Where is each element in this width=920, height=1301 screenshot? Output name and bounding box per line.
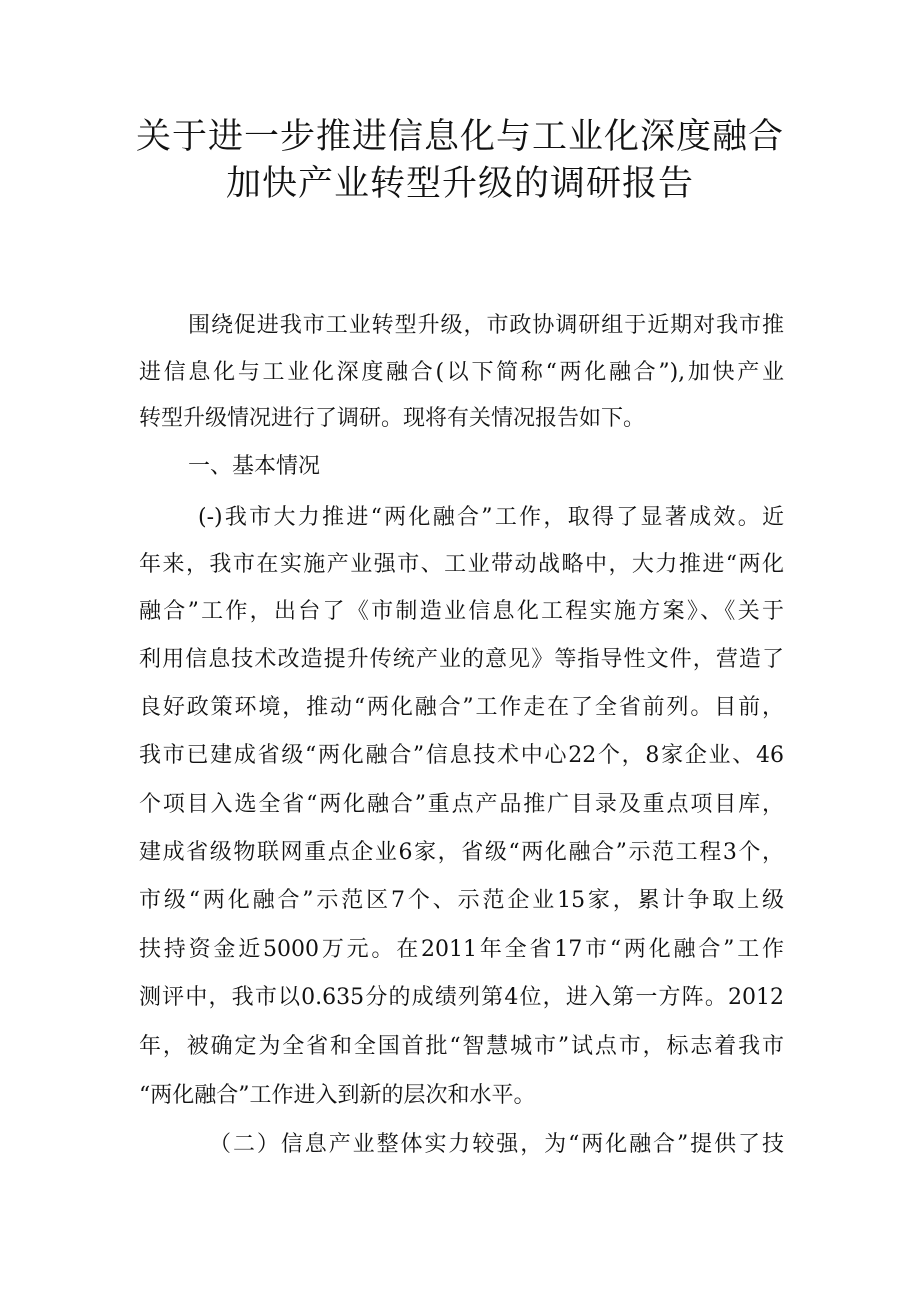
paragraph-2-line-10: 扶持资金近5000万元。在2011年全省17市“两化融合”工作 <box>139 937 784 962</box>
paragraph-2-line-3: 融合”工作，出台了《市制造业信息化工程实施方案》、《关于 <box>139 599 784 624</box>
document-title-line-1: 关于进一步推进信息化与工业化深度融合 <box>135 117 784 157</box>
paragraph-2-line-7: 个项目入选全省“两化融合”重点产品推广目录及重点项目库， <box>139 792 784 817</box>
paragraph-1-line-1: 围绕促进我市工业转型升级，市政协调研组于近期对我市推 <box>188 313 784 338</box>
paragraph-2-line-5: 良好政策环境，推动“两化融合”工作走在了全省前列。目前， <box>139 695 784 720</box>
paragraph-1-line-2: 进信息化与工业化深度融合(以下简称“两化融合”),加快产业 <box>139 360 784 385</box>
paragraph-2-line-12: 年，被确定为全省和全国首批“智慧城市”试点市，标志着我市 <box>139 1034 784 1059</box>
section-heading-basic-situation: 一、基本情况 <box>188 454 321 479</box>
paragraph-2-line-9: 市级“两化融合”示范区7个、示范企业15家，累计争取上级 <box>139 888 784 913</box>
paragraph-2-line-11: 测评中，我市以0.635分的成绩列第4位，进入第一方阵。2012 <box>139 985 784 1010</box>
paragraph-2-line-13: “两化融合”工作进入到新的层次和水平。 <box>139 1083 536 1108</box>
paragraph-3-line-1: （二）信息产业整体实力较强，为“两化融合”提供了技 <box>209 1132 784 1157</box>
paragraph-1-line-3: 转型升级情况进行了调研。现将有关情况报告如下。 <box>139 406 646 431</box>
paragraph-2-line-8: 建成省级物联网重点企业6家，省级“两化融合”示范工程3个， <box>139 840 784 865</box>
paragraph-2-line-1: (-)我市大力推进“两化融合”工作，取得了显著成效。近 <box>198 505 784 530</box>
document-title-line-2: 加快产业转型升级的调研报告 <box>225 164 694 204</box>
paragraph-2-line-4: 利用信息技术改造提升传统产业的意见》等指导性文件，营造了 <box>139 647 784 672</box>
paragraph-2-line-6: 我市已建成省级“两化融合”信息技术中心22个，8家企业、46 <box>139 743 784 768</box>
paragraph-2-line-2: 年来，我市在实施产业强市、工业带动战略中，大力推进“两化 <box>139 552 784 577</box>
